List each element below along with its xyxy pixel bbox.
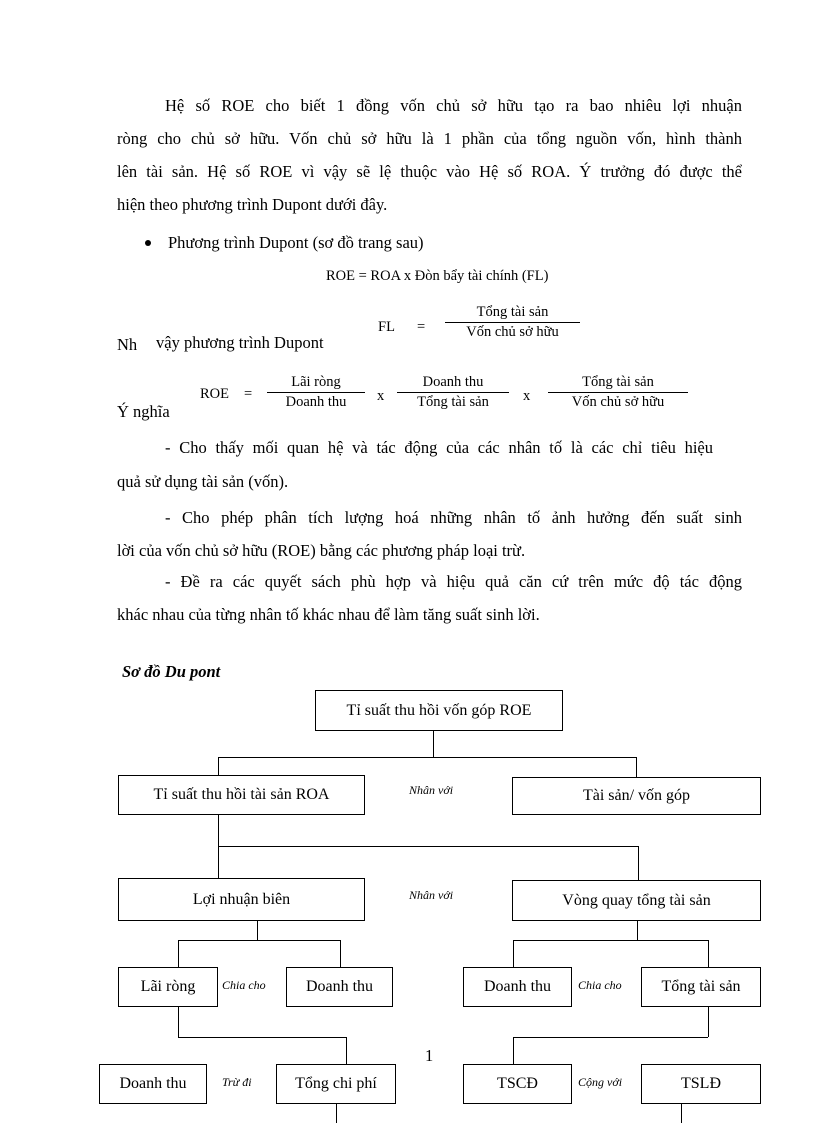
meaning-2-line-2: lời của vốn chủ sở hữu (ROE) bằng các phương pháp loại trừ. bbox=[117, 541, 526, 560]
box-revenue-3: Doanh thu bbox=[99, 1064, 207, 1104]
formula2-lhs: FL bbox=[378, 319, 395, 335]
connector-line bbox=[178, 1037, 346, 1038]
box-roa: Tỉ suất thu hồi tài sản ROA bbox=[118, 775, 365, 815]
meaning-1-line-2: quả sử dụng tài sản (vốn). bbox=[117, 472, 289, 491]
bullet-text: Phương trình Dupont (sơ đồ trang sau) bbox=[168, 233, 424, 252]
box-fixed-assets: TSCĐ bbox=[463, 1064, 572, 1104]
page-number: 1 bbox=[425, 1046, 434, 1065]
intro-line-3: lên tài sản. Hệ số ROE vì vậy sẽ lệ thuộc vào Hệ số ROA. Ý trưởng đó được thể bbox=[117, 162, 742, 181]
box-total-assets: Tổng tài sản bbox=[641, 967, 761, 1007]
label-multiply-1: Nhân với bbox=[409, 783, 454, 797]
connector-line bbox=[708, 940, 709, 968]
connector-line bbox=[218, 846, 638, 847]
formula3-prefix: Ý nghĩa bbox=[117, 402, 170, 421]
formula3-f3-numerator: Tổng tài sản bbox=[548, 374, 688, 393]
label-plus: Cộng với bbox=[578, 1075, 623, 1089]
label-divide-1: Chia cho bbox=[222, 978, 266, 992]
meaning-1-line-1: - Cho thấy mối quan hệ và tác động của các nhân tố là các chỉ tiêu hiệu bbox=[165, 438, 713, 457]
connector-line bbox=[336, 1104, 337, 1123]
formula3-times-1: x bbox=[377, 388, 385, 404]
intro-line-2: ròng cho chủ sở hữu. Vốn chủ sở hữu là 1 phần của tổng nguồn vốn, hình thành bbox=[117, 129, 742, 148]
box-revenue-2: Doanh thu bbox=[463, 967, 572, 1007]
formula3-f2-denominator: Tổng tài sản bbox=[417, 394, 489, 410]
box-asset-turnover: Vòng quay tổng tài sản bbox=[512, 880, 761, 921]
formula3-lhs: ROE bbox=[200, 386, 229, 402]
box-total-costs: Tổng chi phí bbox=[276, 1064, 396, 1104]
intro-line-4: hiện theo phương trình Dupont dưới đây. bbox=[117, 195, 388, 214]
connector-line bbox=[178, 940, 340, 941]
label-minus: Trừ đi bbox=[222, 1075, 252, 1089]
formula-roe-roa: ROE = ROA x Đòn bẩy tài chính (FL) bbox=[326, 268, 549, 284]
connector-line bbox=[218, 757, 219, 775]
formula2-prefix-a: Nh bbox=[117, 335, 138, 354]
box-current-assets: TSLĐ bbox=[641, 1064, 761, 1104]
connector-line bbox=[708, 1007, 709, 1037]
label-divide-2: Chia cho bbox=[578, 978, 622, 992]
connector-line bbox=[218, 757, 636, 758]
formula3-fraction-1 bbox=[267, 374, 365, 411]
connector-line bbox=[513, 940, 708, 941]
formula3-f2-numerator: Doanh thu bbox=[397, 374, 509, 393]
connector-line bbox=[637, 921, 638, 940]
intro-line-1: Hệ số ROE cho biết 1 đồng vốn chủ sở hữu tạo ra bao nhiêu lợi nhuận bbox=[165, 96, 742, 115]
box-profit-margin: Lợi nhuận biên bbox=[118, 878, 365, 921]
meaning-3-line-2: khác nhau của từng nhân tố khác nhau để làm tăng suất sinh lời. bbox=[117, 605, 540, 624]
connector-line bbox=[433, 730, 434, 758]
connector-line bbox=[636, 757, 637, 777]
connector-line bbox=[340, 940, 341, 968]
formula3-eq: = bbox=[244, 386, 253, 402]
label-multiply-2: Nhân với bbox=[409, 888, 454, 902]
box-roe: Tỉ suất thu hồi vốn góp ROE bbox=[315, 690, 563, 731]
formula3-f1-numerator: Lãi ròng bbox=[267, 374, 365, 393]
box-asset-equity: Tài sản/ vốn góp bbox=[512, 777, 761, 815]
connector-line bbox=[513, 940, 514, 968]
box-net-income: Lãi ròng bbox=[118, 967, 218, 1007]
formula2-denominator: Vốn chủ sở hữu bbox=[466, 324, 559, 340]
connector-line bbox=[638, 846, 639, 880]
formula3-fraction-2 bbox=[397, 374, 509, 411]
formula2-eq: = bbox=[417, 319, 426, 335]
box-revenue-1: Doanh thu bbox=[286, 967, 393, 1007]
formula2-numerator: Tổng tài sản bbox=[445, 304, 580, 323]
meaning-3-line-1: - Đề ra các quyết sách phù hợp và hiệu quả căn cứ trên mức độ tác động bbox=[165, 572, 742, 591]
formula3-times-2: x bbox=[523, 388, 531, 404]
connector-line bbox=[346, 1037, 347, 1065]
formula3-f1-denominator: Doanh thu bbox=[285, 394, 347, 410]
diagram-title: Sơ đồ Du pont bbox=[122, 662, 221, 681]
formula3-fraction-3 bbox=[548, 374, 688, 411]
connector-line bbox=[681, 1104, 682, 1123]
formula3-f3-denominator: Vốn chủ sở hữu bbox=[571, 394, 665, 410]
connector-line bbox=[257, 921, 258, 940]
formula2-prefix-b: vậy phương trình Dupont bbox=[156, 333, 324, 352]
connector-line bbox=[178, 940, 179, 968]
meaning-2-line-1: - Cho phép phân tích lượng hoá những nhân tố ảnh hưởng đến suất sinh bbox=[165, 508, 742, 527]
connector-line bbox=[178, 1007, 179, 1037]
connector-line bbox=[513, 1037, 514, 1065]
connector-line bbox=[513, 1037, 708, 1038]
formula2-fraction bbox=[445, 304, 580, 341]
bullet-icon bbox=[145, 240, 151, 246]
